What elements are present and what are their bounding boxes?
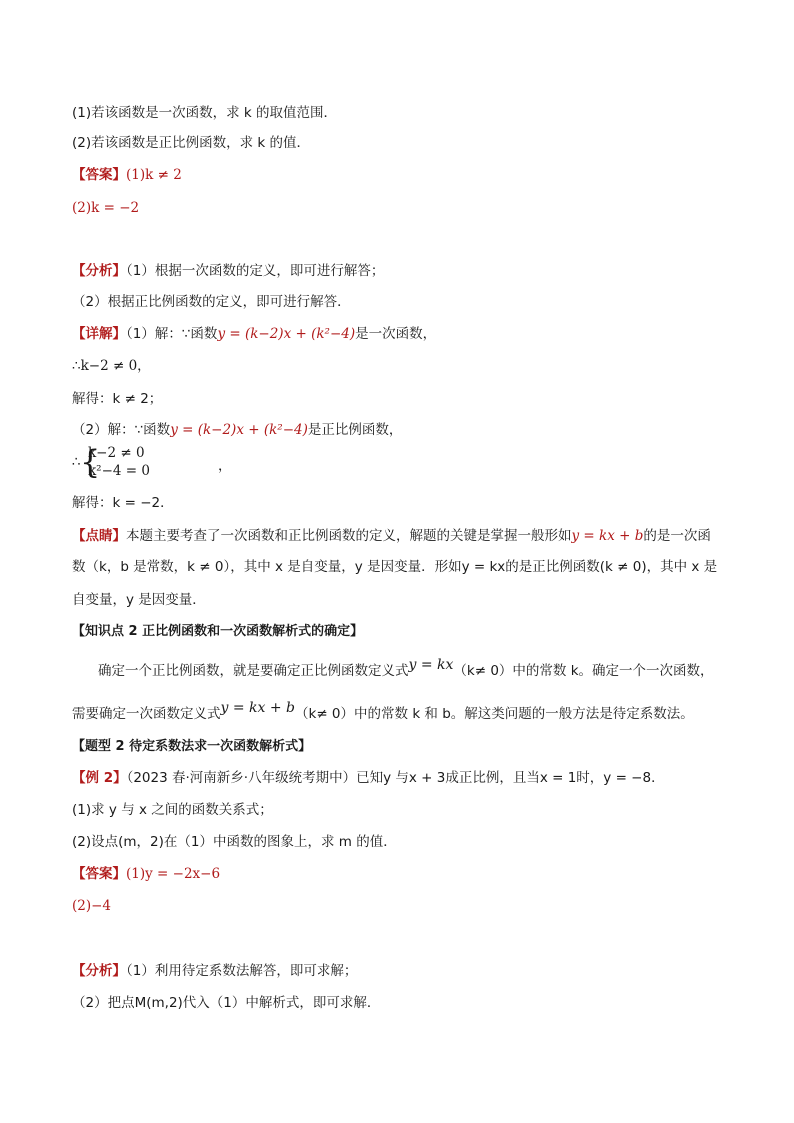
remark-1-line-1: 【点睛】本题主要考查了一次函数和正比例函数的定义，解题的关键是掌握一般形如y = kx + b的是一次函 xyxy=(72,528,711,544)
analysis-tag: 【分析】 xyxy=(72,963,126,979)
answer-2-part-1: (1)y = −2x−6 xyxy=(126,866,221,882)
detail-1-line-1: 【详解】（1）解：∵函数y = (k−2)x + (k²−4)是一次函数， xyxy=(72,326,437,342)
analysis-1-line-2: （2）根据正比例函数的定义，即可进行解答． xyxy=(72,294,351,310)
knowledge-2-paragraph-2: 需要确定一次函数定义式y = kx + b（k≠ 0）中的常数 k 和 b。解这类问题的一般方法是待定系数法。 xyxy=(72,700,694,722)
example-2-question-2: (2)设点(m，2)在（1）中函数的图象上，求 m 的值． xyxy=(72,834,397,850)
remark-1-line-3: 自变量，y 是因变量． xyxy=(72,592,206,608)
detail-1-line-2: ∴k−2 ≠ 0， xyxy=(72,358,151,374)
detail-1-line-4: （2）解：∵函数y = (k−2)x + (k²−4)是正比例函数， xyxy=(72,422,403,438)
analysis-1-line-1: 【分析】（1）根据一次函数的定义，即可进行解答； xyxy=(72,263,385,279)
example-2: 【例 2】（2023 春·河南新乡·八年级统考期中）已知y 与x + 3成正比例，且当x = 1时，y = −8． xyxy=(72,770,665,786)
example-2-question-1: (1)求 y 与 x 之间的函数关系式； xyxy=(72,802,273,818)
example-tag: 【例 2】 xyxy=(72,770,127,786)
analysis-2-line-2: （2）把点M(m,2)代入（1）中解析式，即可求解． xyxy=(72,995,381,1011)
detail-1-line-3: 解得：k ≠ 2； xyxy=(72,391,163,407)
knowledge-point-2-title: 【知识点 2 正比例函数和一次函数解析式的确定】 xyxy=(72,624,364,639)
answer-1-part-1: (1)k ≠ 2 xyxy=(126,167,182,183)
detail-1-line-6: 解得：k = −2． xyxy=(72,495,174,511)
analysis-2-line-1: 【分析】（1）利用待定系数法解答，即可求解； xyxy=(72,963,358,979)
question-line-2: (2)若该函数是正比例函数，求 k 的值． xyxy=(72,135,311,151)
detail-tag: 【详解】 xyxy=(72,326,126,342)
remark-tag: 【点睛】 xyxy=(72,528,126,544)
answer-tag: 【答案】 xyxy=(72,866,126,882)
answer-2 xyxy=(72,864,220,884)
answer-tag: 【答案】 xyxy=(72,167,126,183)
answer-1-part-2: (2)k = −2 xyxy=(72,200,140,216)
question-line-1: (1)若该函数是一次函数，求 k 的取值范围． xyxy=(72,105,338,121)
function-expression: y = (k−2)x + (k²−4) xyxy=(217,326,356,342)
analysis-tag: 【分析】 xyxy=(72,263,126,279)
equation-row-1: k−2 ≠ 0 xyxy=(88,445,145,461)
answer-1 xyxy=(72,165,182,185)
equation-row-2: k²−4 = 0 xyxy=(88,463,150,479)
answer-2-part-2: (2)−4 xyxy=(72,898,112,914)
brace-icon: { xyxy=(80,443,101,481)
remark-1-line-2: 数（k，b 是常数，k ≠ 0），其中 x 是自变量，y 是因变量．形如y = kx的是正比例函数(k ≠ 0)，其中 x 是 xyxy=(72,559,718,575)
type-2-title: 【题型 2 待定系数法求一次函数解析式】 xyxy=(72,739,312,754)
knowledge-2-paragraph-1: 确定一个正比例函数，就是要确定正比例函数定义式y = kx（k≠ 0）中的常数 k。确定一个一次函数， xyxy=(98,657,714,679)
function-expression: y = (k−2)x + (k²−4) xyxy=(170,422,308,438)
